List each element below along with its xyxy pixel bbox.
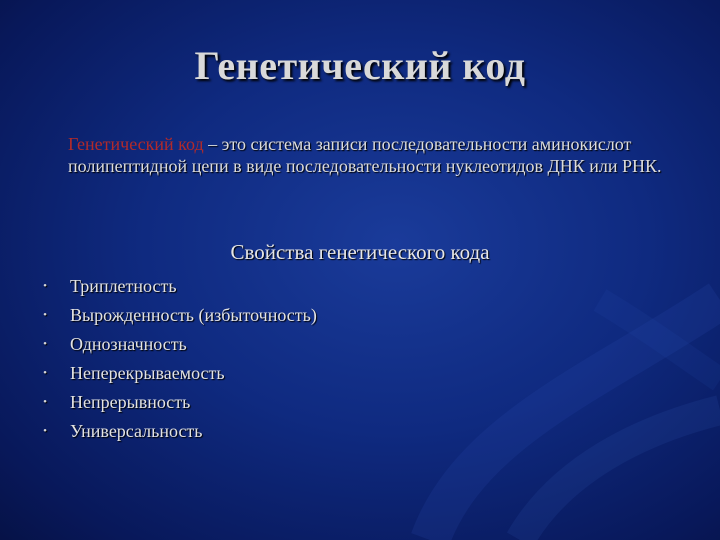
definition-term: Генетический код xyxy=(68,134,204,154)
list-item xyxy=(40,417,317,446)
bullet-icon: • xyxy=(43,425,47,437)
properties-heading xyxy=(0,240,720,265)
definition-paragraph xyxy=(68,133,668,177)
definition-text: – это система записи последовательности аминокислот полипептидной цепи в виде последовательности нуклеотидов ДНК или РНК. xyxy=(68,134,662,176)
property-label: Неперекрываемость xyxy=(70,363,225,383)
property-label: Универсальность xyxy=(70,421,203,441)
properties-list xyxy=(40,272,317,446)
properties-heading-text: Свойства генетического кода xyxy=(230,240,490,264)
list-item xyxy=(40,330,317,359)
property-label: Непрерывность xyxy=(70,392,191,412)
property-label: Вырожденность (избыточность) xyxy=(70,305,317,325)
bullet-icon: • xyxy=(43,396,47,408)
list-item xyxy=(40,388,317,417)
bullet-icon: • xyxy=(43,338,47,350)
slide-title: Генетический код xyxy=(194,43,526,88)
list-item xyxy=(40,272,317,301)
bullet-icon: • xyxy=(43,309,47,321)
bullet-icon: • xyxy=(43,280,47,292)
property-label: Однозначность xyxy=(70,334,187,354)
list-item xyxy=(40,359,317,388)
property-label: Триплетность xyxy=(70,276,177,296)
list-item xyxy=(40,301,317,330)
bullet-icon: • xyxy=(43,367,47,379)
